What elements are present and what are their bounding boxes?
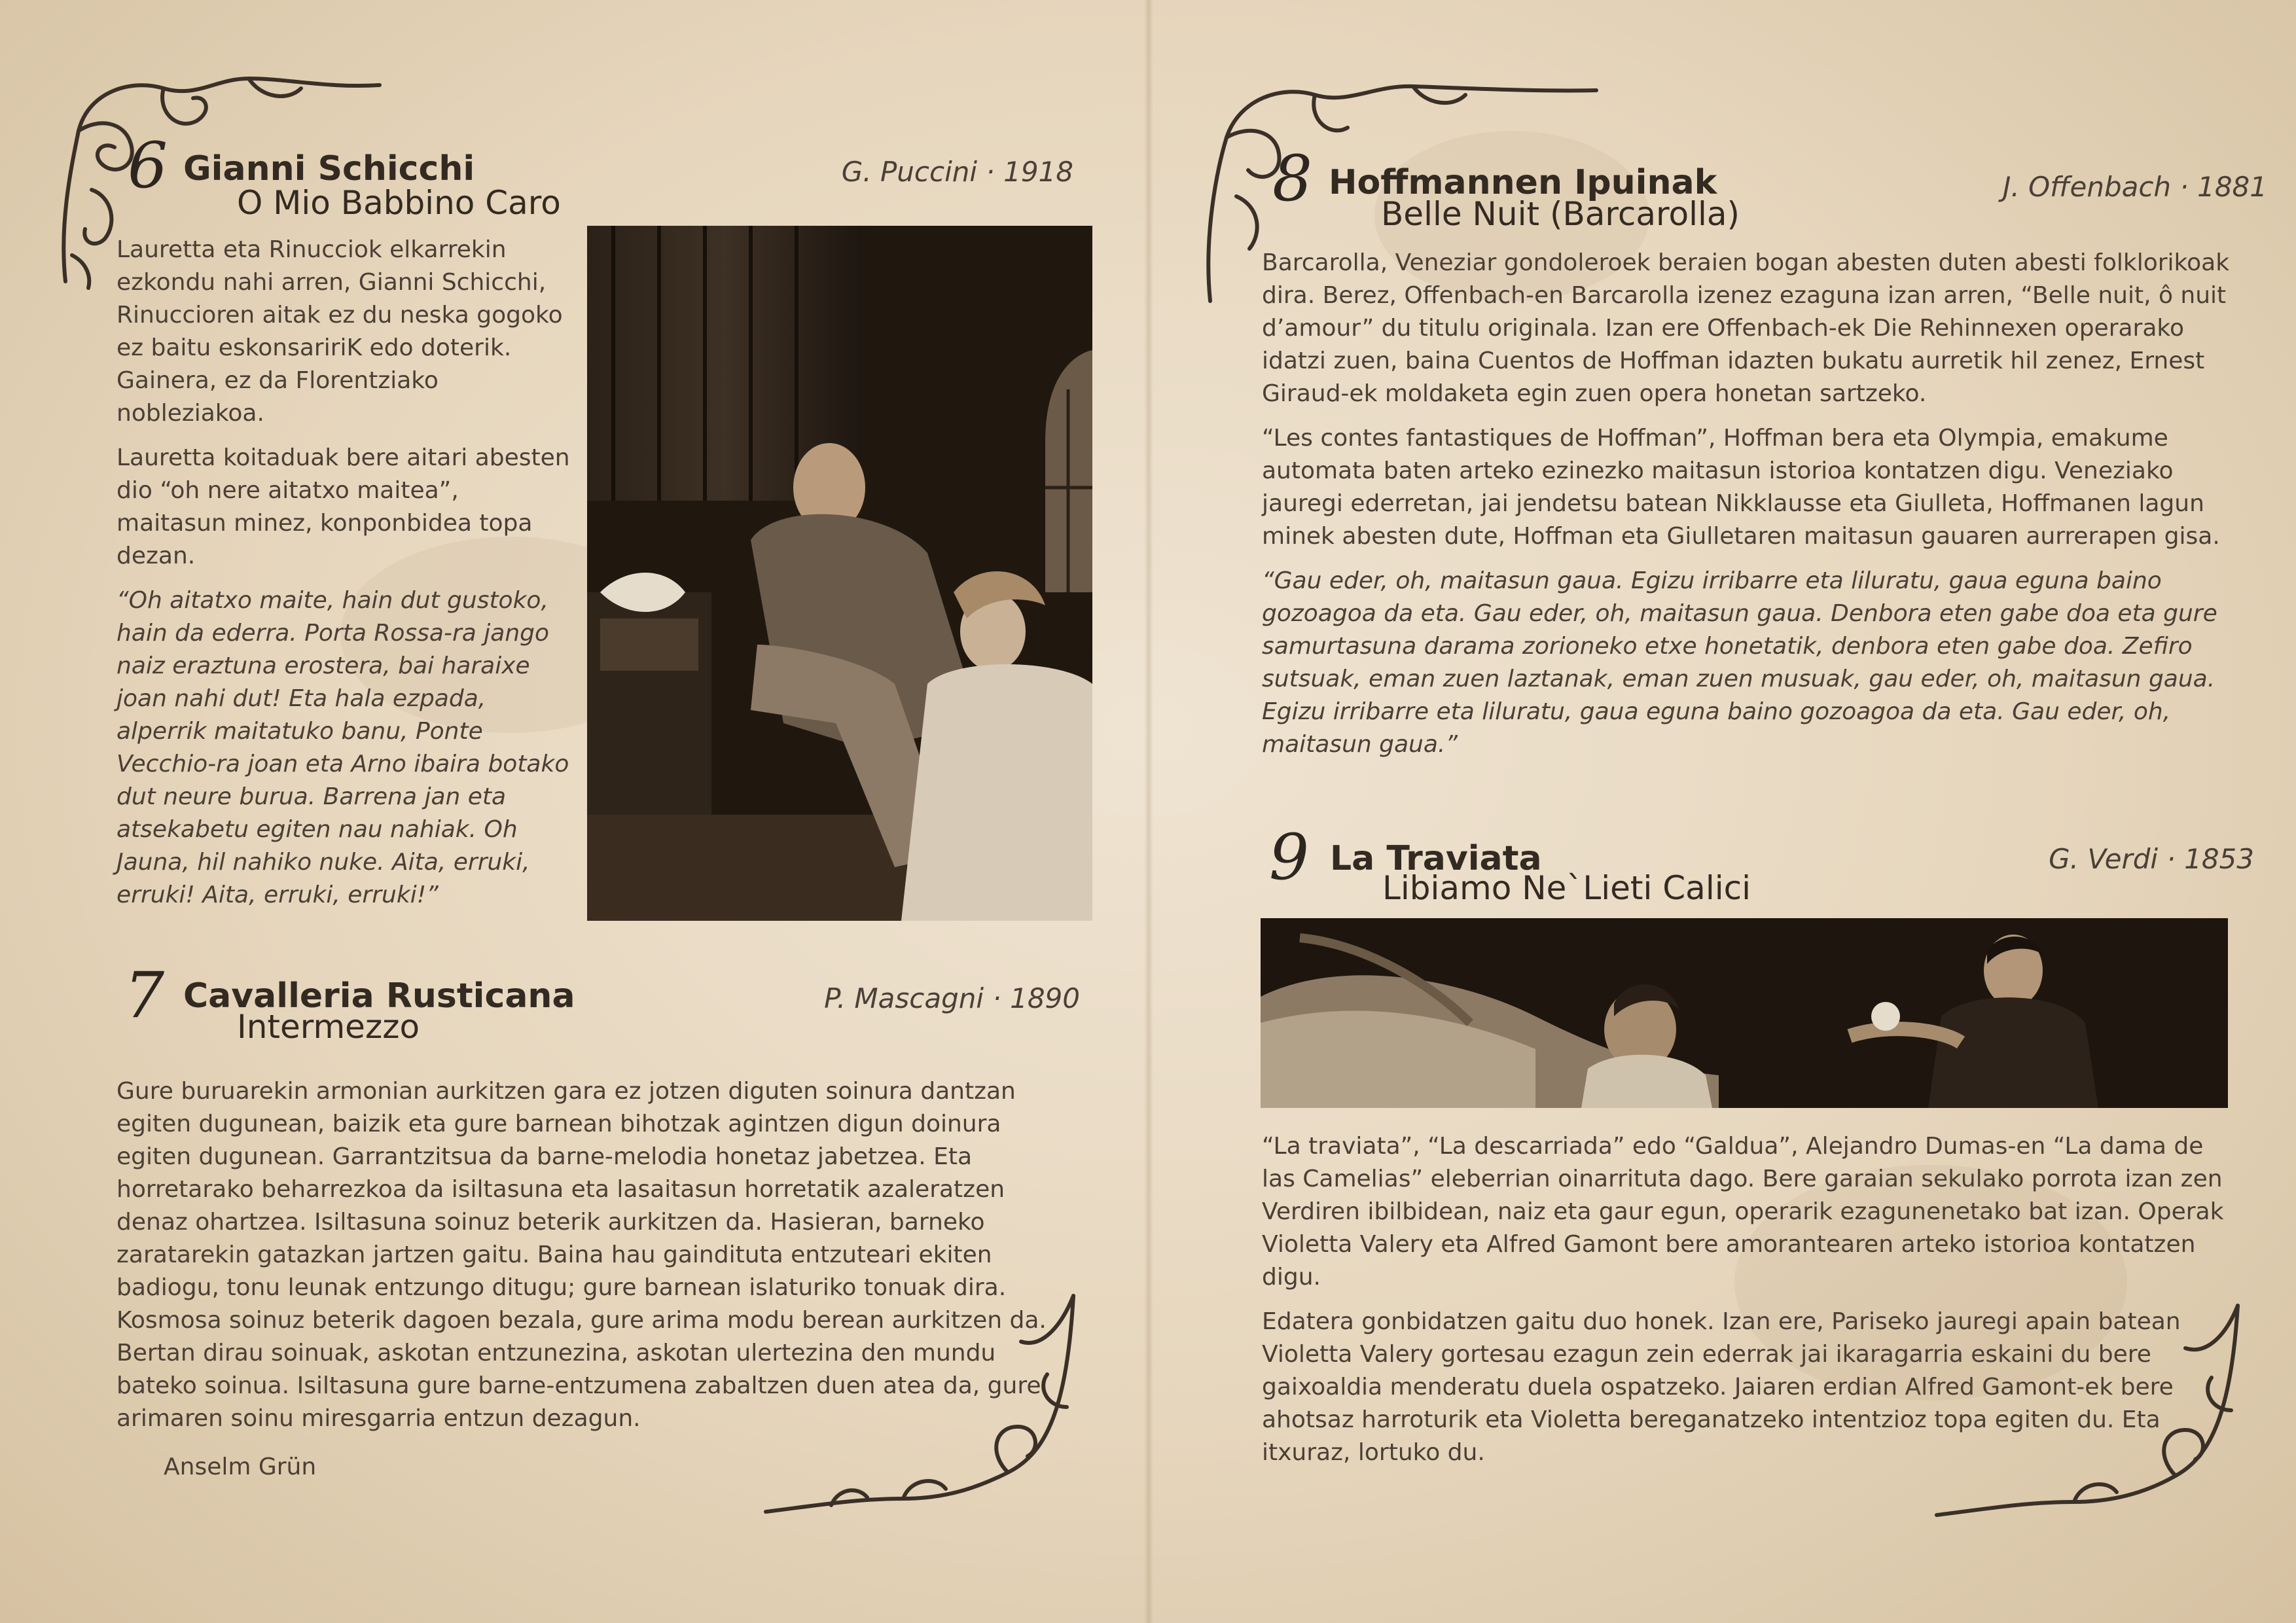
section-6-photo <box>587 226 1092 921</box>
section-8-quote: “Gau eder, oh, maitasun gaua. Egizu irribarre eta liluratu, gaua eguna baino gozoagoa da eta. Gau eder, oh, maitasun gaua. Denbora eten gabe doa eta gure samurtasuna darama zorioneko etxe honetatik, denbora eten gabe doa. Zefiro sutsuak, eman zuen laztanak, eman zuen musuak, gau eder, oh, maitasun gaua. Egizu irribarre eta liluratu, gaua eguna baino gozoagoa da eta. Gau eder, oh, maitasun gaua.” <box>1262 567 2217 758</box>
section-6-title: Gianni Schicchi <box>183 149 475 188</box>
section-8-number: 8 <box>1272 142 1313 215</box>
section-8-composer: J. Offenbach · 1881 <box>2003 171 2267 203</box>
section-9-paragraph-2: Edatera gonbidatzen gaitu duo honek. Izan ere, Pariseko jauregi apain batean Violetta Valery gortesau ezagun zein ederrak jai ikaragarria eskaini du bere gaixoaldia menderatu duela ospatzeko. Jaiaren erdian Alfred Gamont-ek bere ahotsaz harroturik eta Violetta bereganatzeko intentzioz topa egiten du. Eta itxuraz, lortuko du. <box>1262 1308 2181 1466</box>
section-9-paragraph-1: “La traviata”, “La descarriada” edo “Galdua”, Alejandro Dumas-en “La dama de las Camelias” eleberrian oinarrituta dago. Bere garaian sekulako porrota izan zen Verdiren ibilbidean, naiz eta gaur egun, operarik ezagunenetako bat izan. Operak Violetta Valery eta Alfred Gamont bere amorantearen arteko istorioa kontatzen digu. <box>1262 1133 2224 1291</box>
section-6-paragraph-1: Lauretta eta Rinucciok elkarrekin ezkondu nahi arren, Gianni Schicchi, Rinuccioren aitak ez du neska gogoko ez baitu eskonsaririK edo doterik. Gainera, ez da Florentziako nobleziakoa. <box>117 236 563 427</box>
section-8-title: Hoffmannen Ipuinak <box>1329 163 1717 202</box>
section-7-paragraph: Gure buruarekin armonian aurkitzen gara ez jotzen diguten soinura dantzan egiten dugunean, baizik eta gure barnean bihotzak agintzen digun doinura egiten dugunean. Garrantzitsua da barne-melodia honetaz jabetzea. Eta horretarako beharrezkoa da isiltasuna eta lasaitasun horretatik azaleratzen denaz ohartzea. Isiltasuna soinuz beterik aurkitzen da. Hasieran, barneko zaratarekin gatazkan jartzen gaitu. Baina hau gaindituta entzuteari ekiten badiogu, tonu leunak entzungo ditugu; gure barnean islaturiko tonuak dira. Kosmosa soinuz beterik dagoen bezala, gure arima modu berean aurkitzen da. Bertan dirau soinuak, askotan entzunezina, askotan ulertezina den mundu bateko soinua. Isiltasuna gure barne-entzumena zabaltzen duen atea da, gure arimaren soinu miresgarria entzun dezagun. <box>117 1078 1047 1432</box>
section-6-subtitle: O Mio Babbino Caro <box>237 184 561 222</box>
section-8-subtitle: Belle Nuit (Barcarolla) <box>1381 195 1740 233</box>
section-9-subtitle: Libiamo Ne`Lieti Calici <box>1382 869 1751 907</box>
section-9-number: 9 <box>1269 821 1310 894</box>
section-9-composer: G. Verdi · 1853 <box>2049 843 2254 875</box>
section-6-composer: G. Puccini · 1918 <box>841 156 1073 188</box>
section-6-paragraph-2: Lauretta koitaduak bere aitari abesten dio “oh nere aitatxo maitea”, maitasun minez, konponbidea topa dezan. <box>117 444 570 569</box>
section-8-text <box>1262 247 2244 773</box>
section-6-text <box>117 234 575 923</box>
corner-ornament-bottom-right-icon <box>1930 1299 2257 1522</box>
section-9-title: La Traviata <box>1330 839 1542 878</box>
section-7-subtitle: Intermezzo <box>237 1008 420 1046</box>
corner-ornament-bottom-right-icon <box>759 1289 1093 1518</box>
section-7-composer: P. Mascagni · 1890 <box>824 982 1080 1014</box>
right-page <box>1148 0 2296 1623</box>
section-6-quote: “Oh aitatxo maite, hain dut gustoko, hain da ederra. Porta Rossa-ra jango naiz eraztuna erostera, bai haraixe joan nahi dut! Eta hala ezpada, alperrik maitatuko banu, Ponte Vecchio-ra joan eta Arno ibaira botako dut neure burua. Barrena jan eta atsekabetu egiten nau nahiak. Oh Jauna, hil nahiko nuke. Aita, erruki, erruki! Aita, erruki, erruki!” <box>117 587 569 908</box>
section-7-author: Anselm Grün <box>164 1454 317 1480</box>
section-7-title: Cavalleria Rusticana <box>183 976 575 1016</box>
section-9-photo <box>1261 918 2228 1108</box>
section-6-number: 6 <box>128 129 168 202</box>
section-8-paragraph-1: Barcarolla, Veneziar gondoleroek beraien bogan abesten duten abesti folklorikoak dira. Berez, Offenbach-en Barcarolla izenez ezaguna izan arren, “Belle nuit, ô nuit d’amour” du titulu originala. Izan ere Offenbach-ek Die Rehinnexen operarako idatzi zuen, baina Cuentos de Hoffman idazten bukatu aurretik hil zenez, Ernest Giraud-ek moldaketa egin zuen opera honetan sartzeko. <box>1262 249 2230 407</box>
section-7-number: 7 <box>124 959 165 1032</box>
section-8-paragraph-2: “Les contes fantastiques de Hoffman”, Hoffman bera eta Olympia, emakume automata baten arteko ezinezko maitasun istorioa kontatzen digu. Veneziako jauregi ederretan, jai jendetsu batean Nikklausse eta Giulleta, Hoffmanen lagun minek abesten dute, Hoffman eta Giulletaren maitasun gauaren aurrerapen gisa. <box>1262 425 2220 550</box>
